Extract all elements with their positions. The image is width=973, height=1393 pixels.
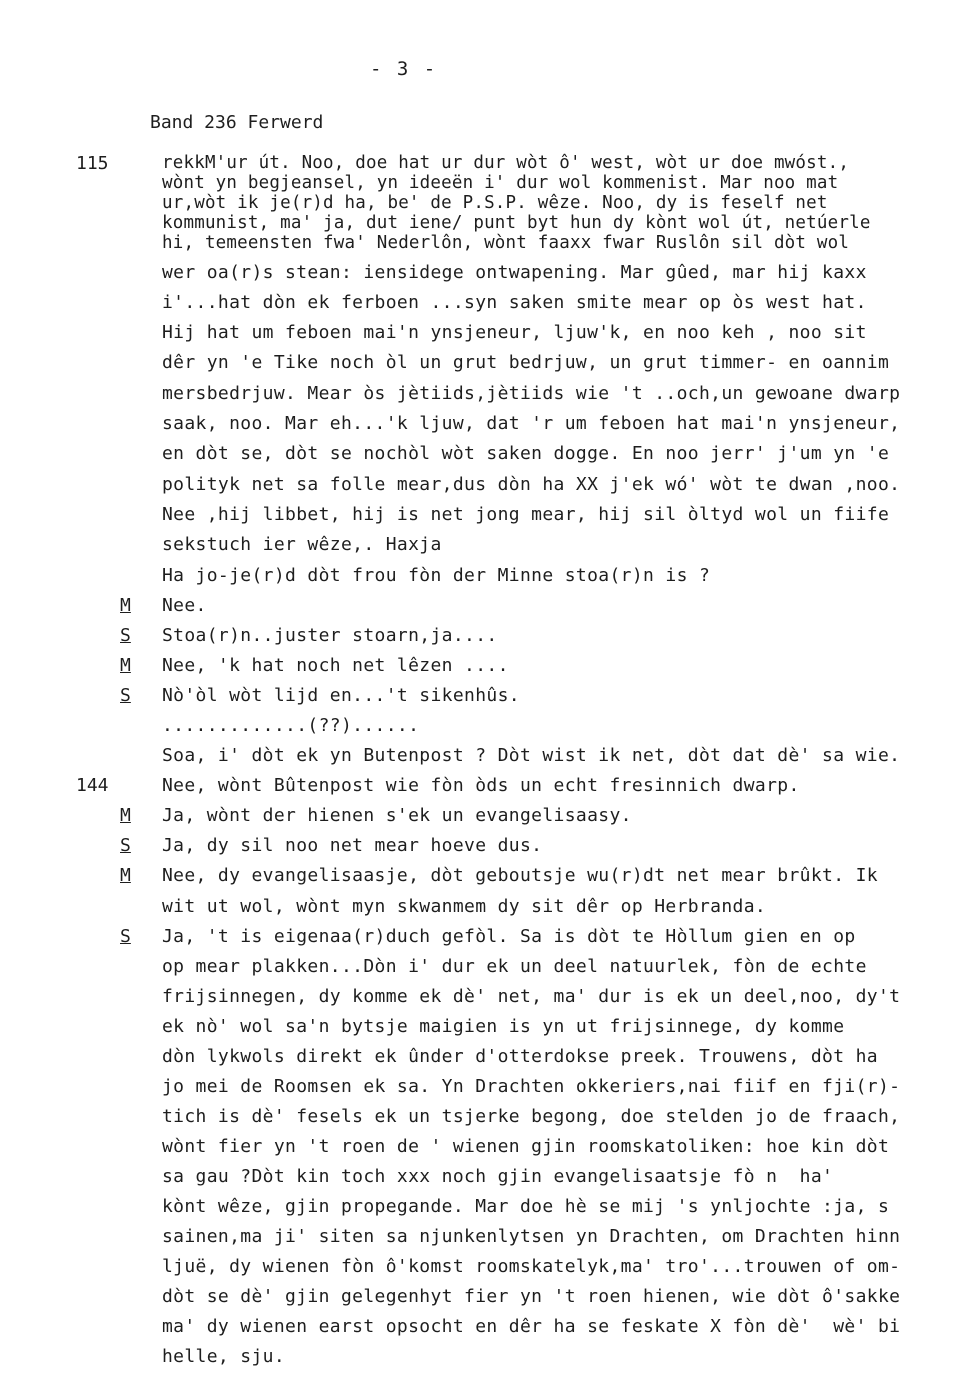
text-line: hi, temeensten fwa' Nederlôn, wònt faaxx fwar Ruslôn sil dòt wol [162,233,850,253]
text-line: Ja, wònt der hienen s'ek un evangelisaasy. [162,805,632,826]
text-line: Hij hat um feboen mai'n ynsjeneur, ljuw'k, en noo keh , noo sit [162,322,867,343]
text-line: ek nò' wol sa'n bytsje maigien is yn ut frijsinnege, dy komme [162,1016,845,1037]
text-line: sainen,ma ji' siten sa njunkenlytsen yn Drachten, om Drachten hinn [162,1226,901,1247]
text-line: polityk net sa folle mear,dus dòn ha XX j'ek wó' wòt te dwan ,noo. [162,474,901,495]
text-line: ma' dy wienen earst opsocht en dêr ha se feskate X fòn dè' wè' bi [162,1316,901,1337]
text-line: .............(??)...... [162,715,420,736]
text-line: rekkM'ur út. Noo, doe hat ur dur wòt ô' west, wòt ur doe mwóst., [162,153,850,173]
line-number: 144 [76,775,109,796]
text-line: dòt se dè' gjin gelegenhyt fier yn 't roen hienen, wie dòt ô'sakke [162,1286,901,1307]
text-line: Nee, wònt Bûtenpost wie fòn òds un echt fresinnich dwarp. [162,775,800,796]
text-line: Ha jo-je(r)d dòt frou fòn der Minne stoa(r)n is ? [162,565,711,586]
text-line: Stoa(r)n..juster stoarn,ja.... [162,625,498,646]
text-line: wònt yn begjeansel, yn ideeën i' dur wol kommenist. Mar noo mat [162,173,839,193]
speaker-label: M [120,595,131,616]
speaker-label: S [120,625,131,646]
text-line: Nò'òl wòt lijd en...'t sikenhûs. [162,685,520,706]
text-line: ur,wòt ik je(r)d ha, be' de P.S.P. wêze. Noo, dy is feself net [162,193,828,213]
text-line: Soa, i' dòt ek yn Butenpost ? Dòt wist ik net, dòt dat dè' sa wie. [162,745,901,766]
speaker-label: S [120,835,131,856]
text-line: wit ut wol, wònt myn skwanmem dy sit dêr op Herbranda. [162,896,767,917]
text-line: Nee ,hij libbet, hij is net jong mear, hij sil òltyd wol un fiife [162,504,890,525]
speaker-label: S [120,685,131,706]
text-line: dêr yn 'e Tike noch òl un grut bedrjuw, un grut timmer- en oannim [162,352,890,373]
text-line: ljuë, dy wienen fòn ô'komst roomskatelyk,ma' tro'...trouwen of om- [162,1256,901,1277]
page-number: - 3 - [370,58,438,80]
text-line: kònt wêze, gjin propegande. Mar doe hè se mij 's ynljochte :ja, s [162,1196,890,1217]
text-line: en dòt se, dòt se nochòl wòt saken dogge. En noo jerr' j'um yn 'e [162,443,890,464]
text-line: Nee, dy evangelisaasje, dòt geboutsje wu(r)dt net mear brûkt. Ik [162,865,878,886]
document-header: Band 236 Ferwerd [150,112,324,133]
text-line: i'...hat dòn ek ferboen ...syn saken smite mear op òs west hat. [162,292,867,313]
line-number: 115 [76,153,109,174]
text-line: Ja, dy sil noo net mear hoeve dus. [162,835,543,856]
text-line: saak, noo. Mar eh...'k ljuw, dat 'r um feboen hat mai'n ynsjeneur, [162,413,901,434]
text-line: helle, sju. [162,1346,286,1367]
text-line: wer oa(r)s stean: iensidege ontwapening. Mar gûed, mar hij kaxx [162,262,867,283]
speaker-label: M [120,655,131,676]
text-line: jo mei de Roomsen ek sa. Yn Drachten okkeriers,nai fiif en fji(r)- [162,1076,901,1097]
text-line: frijsinnegen, dy komme ek dè' net, ma' dur is ek un deel,noo, dy't [162,986,901,1007]
text-line: Nee, 'k hat noch net lêzen .... [162,655,509,676]
text-line: sekstuch ier wêze,. Haxja [162,534,442,555]
speaker-label: S [120,926,131,947]
text-line: dòn lykwols direkt ek ûnder d'otterdokse preek. Trouwens, dòt ha [162,1046,878,1067]
text-line: kommunist, ma' ja, dut iene/ punt byt hun dy kònt wol út, netúerle [162,213,871,233]
text-line: op mear plakken...Dòn i' dur ek un deel natuurlek, fòn de echte [162,956,867,977]
text-line: Nee. [162,595,207,616]
text-line: wònt fier yn 't roen de ' wienen gjin roomskatoliken: hoe kin dòt [162,1136,890,1157]
text-line: Ja, 't is eigenaa(r)duch gefòl. Sa is dòt te Hòllum gien en op [162,926,856,947]
text-line: tich is dè' fesels ek un tsjerke begong, doe stelden jo de fraach, [162,1106,901,1127]
text-line: mersbedrjuw. Mear òs jètiids,jètiids wie 't ..och,un gewoane dwarp [162,383,901,404]
text-line: sa gau ?Dòt kin toch xxx noch gjin evangelisaatsje fò n ha' [162,1166,834,1187]
speaker-label: M [120,865,131,886]
speaker-label: M [120,805,131,826]
